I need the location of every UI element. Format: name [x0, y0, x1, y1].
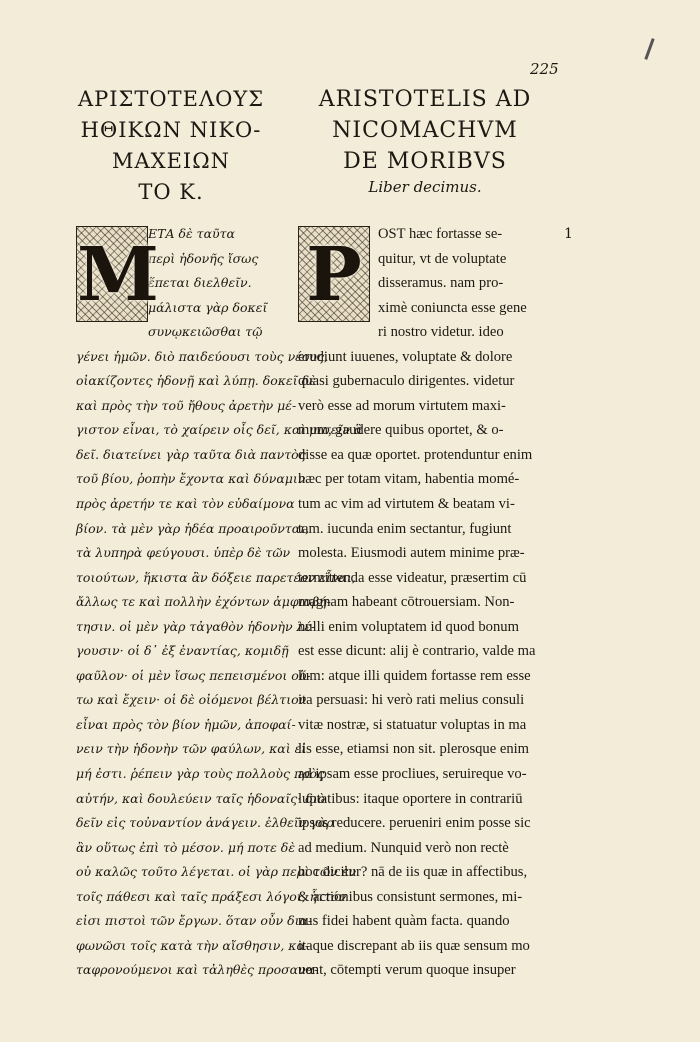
latin-text-line: itaque discrepant ab iis quæ sensum mo — [298, 937, 530, 954]
greek-text-line: δεῖν εἰς τοὐναντίον ἀνάγειν. ἐλθεῖν γὰρ — [76, 815, 334, 831]
latin-text-line: ximè coniuncta esse gene — [378, 299, 527, 316]
latin-text-line: molesta. Eiusmodi autem minime præ- — [298, 545, 525, 562]
latin-text-line: vitæ nostræ, si statuatur voluptas in ma — [298, 716, 527, 733]
greek-text-line: φωνῶσι τοῖς κατὰ τὴν αἴσθησιν, κα- — [76, 937, 310, 953]
greek-text-line: γιστον εἶναι, τὸ χαίρειν οἷς δεῖ, καὶ μισεῖν ἃ — [76, 422, 363, 438]
initial-letter: P — [306, 232, 362, 318]
greek-text-line: τὰ λυπηρὰ φεύγουσι. ὑπὲρ δὲ τῶν — [76, 545, 291, 561]
latin-text-line: ri nostro videtur. ideo — [378, 324, 504, 341]
latin-header-line: DE MORIBVS — [343, 149, 507, 174]
latin-text-line: hoc dicitur? nā de iis quæ in affectibus, — [298, 864, 528, 881]
latin-text-line: lum: atque illi quidem fortasse rem esse — [298, 667, 531, 684]
greek-text-line: ΕΤΑ δὲ ταῦτα — [148, 226, 235, 241]
latin-header — [300, 84, 550, 197]
greek-text-line: τοῖς πάθεσι καὶ ταῖς πράξεσι λόγοι, ἧττόν — [76, 888, 347, 904]
latin-book-subtitle: Liber decimus. — [368, 178, 482, 196]
latin-text-line: uent, cōtempti verum quoque insuper — [298, 962, 516, 979]
latin-text-line: magnam habeant cōtrouersiam. Non- — [298, 594, 515, 611]
greek-text-line: ἂν οὕτως ἐπὶ τὸ μέσον. μή ποτε δὲ — [76, 839, 296, 855]
page-number: 225 — [530, 60, 559, 78]
greek-text-line: οἰακίζοντες ἡδονῇ καὶ λύπῃ. δοκεῖ δὲ — [76, 373, 316, 389]
greek-text-line: εἰσι πιστοὶ τῶν ἔργων. ὅταν οὖν δια- — [76, 913, 313, 929]
latin-text-line: erudiunt iuuenes, voluptate & dolore — [298, 348, 513, 365]
latin-text-line: & actionibus consistunt sermones, mi- — [298, 888, 523, 905]
margin-section-number: 1 — [564, 226, 573, 242]
greek-text-line: αὐτήν, καὶ δουλεύειν ταῖς ἡδοναῖς· διὸ — [76, 790, 326, 806]
latin-text-line: tum ac vim ad virtutem & beatam vi- — [298, 496, 515, 513]
greek-text-line: γουσιν· οἱ δ᾽ ἐξ ἐναντίας, κομιδῇ — [76, 643, 289, 659]
decorated-initial-greek — [76, 226, 159, 322]
latin-text-line: verò esse ad morum virtutem maxi- — [298, 397, 506, 414]
greek-text-line: ταφρονούμενοι καὶ τἀληθὲς προσανα- — [76, 962, 319, 978]
latin-header-line: NICOMACHVM — [332, 118, 518, 143]
greek-text-line: τησιν. οἱ μὲν γὰρ τἀγαθὸν ἡδονὴν λέ- — [76, 618, 316, 634]
latin-text-line: OST hæc fortasse se- — [378, 226, 503, 242]
greek-text-line: οὐ καλῶς τοῦτο λέγεται. οἱ γὰρ περὶ τῶν ἐν — [76, 864, 357, 880]
greek-text-line: συνῳκειῶσθαι τῷ — [148, 324, 263, 340]
latin-text-line: tam. iucunda enim sectantur, fugiunt — [298, 520, 512, 537]
latin-text-line: nus fidei habent quàm facta. quando — [298, 913, 510, 930]
greek-text-line: καὶ πρὸς τὴν τοῦ ἤθους ἀρετὴν μέ- — [76, 397, 297, 413]
latin-text-line: ad ipsam esse procliues, seruireque vo- — [298, 766, 527, 783]
greek-text-line: εἶναι πρὸς τὸν βίον ἡμῶν, ἀποφαί- — [76, 716, 296, 732]
greek-text-line: τοῦ βίου, ῥοπὴν ἔχοντα καὶ δύναμιν — [76, 471, 306, 487]
greek-column — [76, 222, 363, 983]
latin-text-line: lis esse, etiamsi non sit. plerosque enim — [298, 741, 530, 758]
greek-text-line: φαῦλον· οἱ μὲν ἴσως πεπεισμένοι οὕ- — [76, 667, 311, 683]
greek-text-line: μή ἐστι. ῥέπειν γὰρ τοὺς πολλοὺς πρὸς — [76, 766, 325, 782]
greek-text-line: περὶ ἡδονῆς ἴσως — [148, 250, 259, 266]
latin-text-line: disseramus. nam pro- — [378, 275, 504, 292]
ink-mark — [644, 38, 654, 60]
latin-text-line: ipsos reducere. perueniri enim posse sic — [298, 815, 531, 832]
latin-text-line: nulli enim voluptatem id quod bonum — [298, 618, 519, 635]
greek-header-line: ΤΟ Κ. — [138, 180, 204, 204]
latin-text-line: mum, gaudere quibus oportet, & o- — [298, 422, 504, 439]
greek-text-line: γένει ἡμῶν. διὸ παιδεύουσι τοὺς νέους, — [76, 348, 328, 364]
greek-header-line: ΗΘΙΚΩΝ ΝΙΚΟ- — [80, 118, 262, 142]
greek-text-line: βίον. τὰ μὲν γὰρ ἡδέα προαιροῦνται, — [76, 520, 310, 536]
greek-text-line: δεῖ. διατείνει γὰρ ταῦτα διὰ παντὸς — [76, 446, 306, 462]
latin-header-line: ARISTOTELIS AD — [318, 87, 532, 112]
greek-text-line: τοιούτων, ἥκιστα ἂν δόξειε παρετέον εἶναι, — [76, 569, 356, 585]
latin-text-line: termittenda esse videatur, præsertim cū — [298, 569, 527, 586]
latin-text-line: hæc per totam vitam, habentia momé- — [298, 471, 520, 488]
latin-text-line: luptatibus: itaque oportere in contrariū — [298, 790, 523, 807]
greek-header — [56, 84, 286, 208]
greek-text-line: τω καὶ ἔχειν· οἱ δὲ οἰόμενοι βέλτιον — [76, 692, 307, 708]
decorated-initial-latin — [298, 226, 370, 322]
greek-text-line: μάλιστα γὰρ δοκεῖ — [148, 299, 268, 315]
greek-text-line: ἄλλως τε καὶ πολλὴν ἐχόντων ἀμφισβή- — [76, 594, 331, 610]
latin-text-line: quasi gubernaculo dirigentes. videtur — [298, 373, 515, 390]
latin-text-line: est esse dicunt: alij è contrario, valde ma — [298, 643, 536, 660]
greek-header-line: ΜΑΧΕΙΩΝ — [111, 149, 231, 173]
latin-text-line: ad medium. Nunquid verò non rectè — [298, 839, 509, 856]
greek-text-line: ἕπεται διελθεῖν. — [148, 275, 252, 291]
greek-header-line: ΑΡΙΣΤΟΤΕΛΟΥΣ — [77, 87, 265, 111]
latin-text-line: ita persuasi: hi verò rati melius consuli — [298, 692, 525, 709]
greek-text-line: πρὸς ἀρετήν τε καὶ τὸν εὐδαίμονα — [76, 496, 295, 512]
initial-letter: M — [77, 232, 159, 318]
latin-text-line: disse ea quæ oportet. protenduntur enim — [298, 446, 533, 463]
greek-text-line: νειν τὴν ἡδονὴν τῶν φαύλων, καὶ εἰ — [76, 741, 307, 757]
latin-column — [298, 222, 554, 983]
latin-text-line: quitur, vt de voluptate — [378, 250, 507, 267]
